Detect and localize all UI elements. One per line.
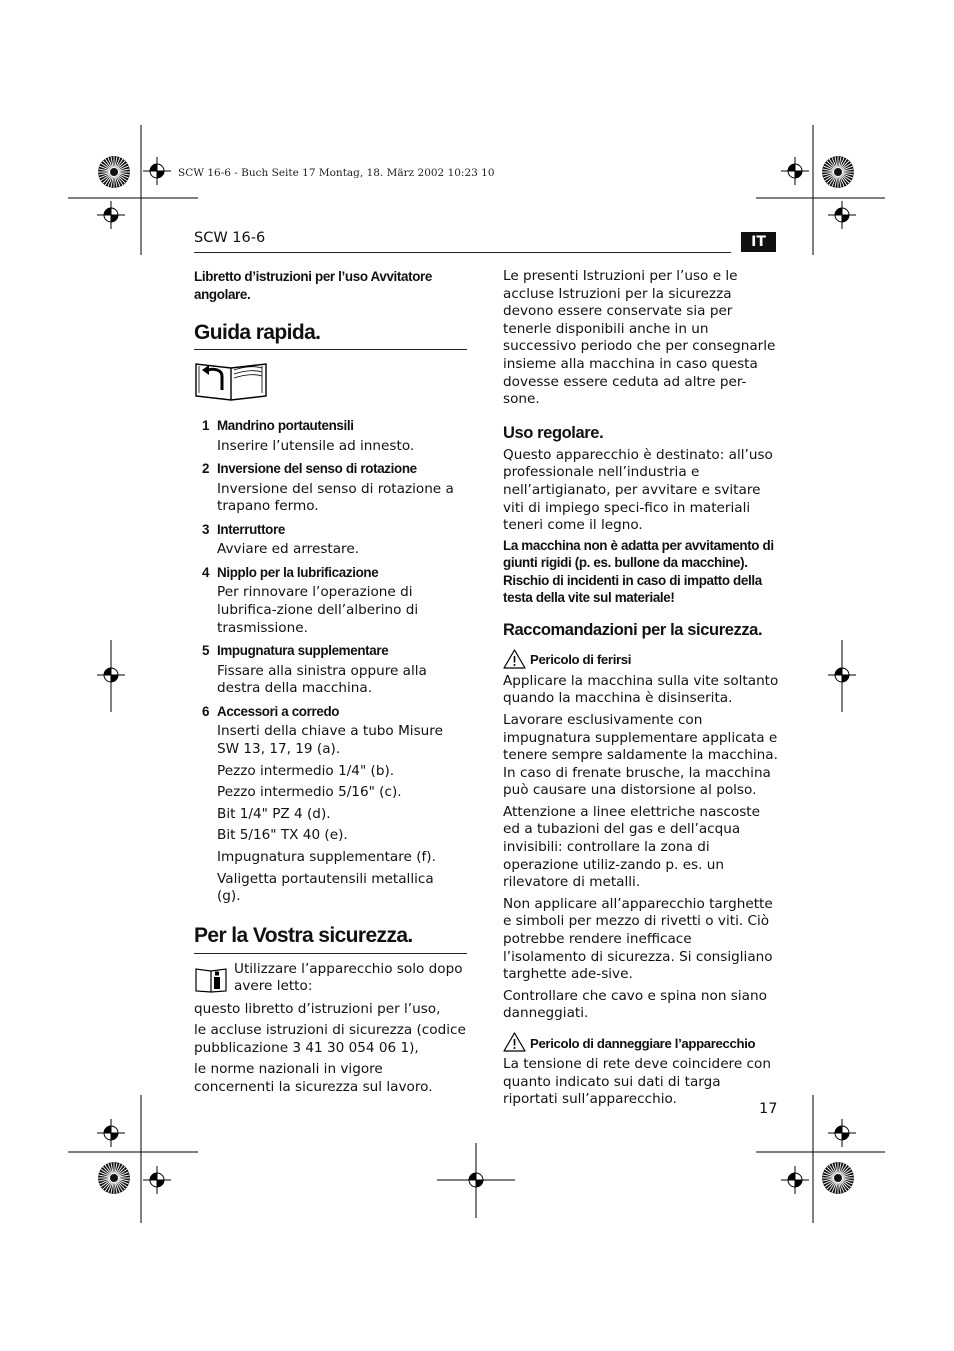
item-text: Bit 5/16" TX 40 (e).	[217, 827, 348, 844]
list-item: le norme nazionali in vigore concernenti la sicurezza sul lavoro.	[194, 1061, 433, 1096]
item-text: Fissare alla sinistra oppure alla destra della macchina.	[217, 662, 427, 697]
page-number: 17	[759, 1101, 778, 1117]
item-text: Pezzo intermedio 5/16" (c).	[217, 784, 402, 801]
info-note	[194, 961, 470, 997]
language-badge: IT	[741, 232, 776, 252]
item-title: Mandrino portautensili	[217, 418, 354, 433]
list-item	[202, 521, 470, 559]
item-number: 4	[202, 564, 210, 580]
item-number: 6	[202, 703, 210, 719]
injury-paragraphs	[503, 673, 779, 1023]
quick-guide-title: Guida rapida.	[194, 321, 321, 344]
usage-text: Questo apparecchio è destinato: all’uso professionale nell’industria e nell’artigianato, per avvitare e svitare viti di impiego speci-fico in materiali teneri come il legno.	[503, 446, 773, 534]
safety-section-title: Per la Vostra sicurezza.	[194, 923, 413, 947]
model-header: SCW 16-6	[194, 230, 266, 246]
info-note-text: Utilizzare l’apparecchio solo dopo avere letto:	[234, 960, 463, 995]
damage-warning-title: Pericolo di danneggiare l’apparecchio	[530, 1035, 756, 1051]
item-number: 5	[202, 643, 210, 659]
quick-guide-list	[194, 417, 470, 906]
item-number: 3	[202, 521, 210, 537]
warning-triangle-icon	[503, 649, 526, 669]
list-item: questo libretto d’istruzioni per l’uso,	[194, 1000, 441, 1017]
safety-recommendations-title: Raccomandazioni per la sicurezza.	[503, 620, 763, 639]
item-text: Impugnatura supplementare (f).	[217, 848, 436, 865]
right-intro: Le presenti Istruzioni per l’uso e le accluse Istruzioni per la sicurezza devono essere conservate sia per tenerle disponibili anche in un successivo periodo che per consegnarle insieme alla macchina in caso questa dovesse essere ceduta ad altre per-sone.	[503, 268, 776, 408]
item-text: Inversione del senso di rotazione a trapano fermo.	[217, 480, 454, 515]
item-title: Interruttore	[217, 521, 285, 537]
injury-warning-heading	[503, 649, 779, 669]
item-number: 2	[202, 461, 210, 477]
list-item	[202, 564, 470, 637]
injury-warning-title: Pericolo di ferirsi	[530, 652, 632, 668]
list-item	[202, 460, 470, 516]
warning-triangle-icon	[503, 1032, 526, 1052]
item-title: Nipplo per la lubrificazione	[217, 564, 379, 580]
item-text: Avviare ed arrestare.	[217, 541, 360, 558]
usage-title: Uso regolare.	[503, 423, 604, 442]
item-text: Pezzo intermedio 1/4" (b).	[217, 762, 395, 779]
paragraph: Applicare la macchina sulla vite soltanto quando la macchina è disinserita.	[503, 672, 779, 707]
item-text: Inserti della chiave a tubo Misure SW 13, 17, 19 (a).	[217, 723, 443, 757]
paragraph: Controllare che cavo e spina non siano danneggiati.	[503, 987, 767, 1022]
header-rule	[194, 252, 731, 253]
info-book-icon	[194, 961, 234, 997]
paragraph: Lavorare esclusivamente con impugnatura supplementare applicata e tenere sempre saldamente la macchina. In caso di frenate brusche, la macchina può causare una distorsione al polso.	[503, 711, 778, 799]
list-item	[202, 417, 470, 455]
list-item	[202, 642, 470, 698]
right-column	[503, 268, 779, 1109]
manual-intro: Libretto d’istruzioni per l’uso Avvitatore angolare.	[194, 269, 433, 302]
list-item: le accluse istruzioni di sicurezza (codice pubblicazione 3 41 30 054 06 1),	[194, 1022, 466, 1056]
left-column	[194, 268, 470, 1097]
damage-warning-heading	[503, 1032, 779, 1052]
paragraph: Non applicare all’apparecchio targhette e simboli per mezzo di rivetti o viti. Ciò potrebbe rendere inefficace l’isolamento di sicurezza. Si consigliano targhette ade-sive.	[503, 895, 773, 983]
item-text: Valigetta portautensili metallica (g).	[217, 870, 434, 905]
item-text: Bit 1/4" PZ 4 (d).	[217, 805, 331, 822]
item-text: Per rinnovare l’operazione di lubrifica-zione dell’alberino di trasmissione.	[217, 584, 419, 636]
usage-warning: La macchina non è adatta per avvitamento di giunti rigidi (p. es. bullone da macchine). Rischio di incidenti in caso di impatto della testa della vite sul materiale!	[503, 537, 774, 606]
safety-section-rule	[194, 953, 467, 954]
item-title: Impugnatura supplementare	[217, 643, 389, 659]
print-meta-line: SCW 16-6 - Buch Seite 17 Montag, 18. März 2002 10:23 10	[178, 167, 495, 179]
book-with-arrow-icon	[194, 360, 268, 402]
quick-guide-rule	[194, 349, 467, 350]
item-title: Inversione del senso di rotazione	[217, 461, 417, 477]
damage-warning-text: La tensione di rete deve coincidere con quanto indicato sui dati di targa riportati sull’apparecchio.	[503, 1056, 771, 1108]
item-text: Inserire l’utensile ad innesto.	[217, 437, 415, 454]
read-list	[194, 1001, 470, 1097]
paragraph: Attenzione a linee elettriche nascoste ed a tubazioni del gas e dell’acqua invisibili: controllare la zona di operazione utiliz-zando p. es. un rilevatore di metalli.	[503, 803, 760, 891]
item-title: Accessori a corredo	[217, 703, 340, 719]
item-number: 1	[202, 418, 210, 433]
list-item	[202, 703, 470, 906]
